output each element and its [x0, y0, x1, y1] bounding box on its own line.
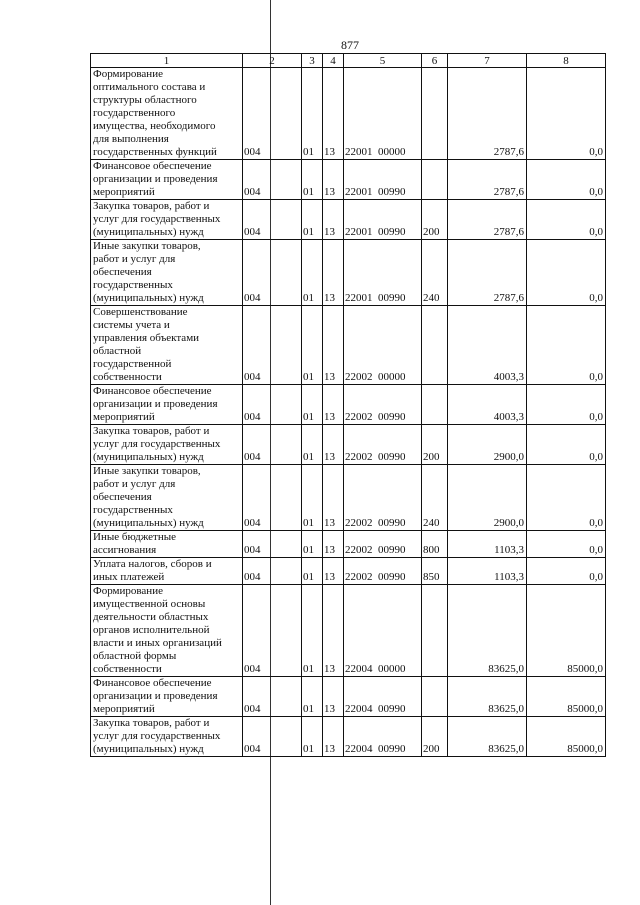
subsection-code-cell: 13 — [323, 717, 344, 757]
target-article-cell: 22002 00990 — [344, 385, 422, 425]
target-article-cell: 22002 00990 — [344, 425, 422, 465]
amount-year2-cell: 0,0 — [527, 385, 606, 425]
table-row — [91, 160, 606, 200]
subsection-code-cell: 13 — [323, 677, 344, 717]
amount-year2-cell: 85000,0 — [527, 585, 606, 677]
expense-type-cell: 240 — [422, 465, 448, 531]
amount-year1-cell: 2787,6 — [448, 240, 527, 306]
section-code-cell: 01 — [302, 160, 323, 200]
department-code-cell: 004 — [243, 677, 302, 717]
amount-year1-cell: 4003,3 — [448, 306, 527, 385]
department-code-cell: 004 — [243, 717, 302, 757]
expense-type-cell: 850 — [422, 558, 448, 585]
target-article-cell: 22004 00000 — [344, 585, 422, 677]
column-header: 2 — [243, 54, 302, 68]
amount-year2-cell: 0,0 — [527, 425, 606, 465]
row-name-cell: Финансовое обеспечение организации и проведения мероприятий — [91, 160, 243, 200]
section-code-cell: 01 — [302, 68, 323, 160]
budget-table — [90, 53, 606, 757]
row-name-cell: Совершенствование системы учета и управления объектами областной государственной собственности — [91, 306, 243, 385]
department-code-cell: 004 — [243, 425, 302, 465]
department-code-cell: 004 — [243, 306, 302, 385]
row-name-cell: Закупка товаров, работ и услуг для государственных (муниципальных) нужд — [91, 425, 243, 465]
table-row — [91, 531, 606, 558]
row-name-cell: Формирование имущественной основы деятельности областных органов исполнительной власти и иных организаций областной формы собственности — [91, 585, 243, 677]
row-name-cell: Финансовое обеспечение организации и проведения мероприятий — [91, 385, 243, 425]
expense-type-cell: 800 — [422, 531, 448, 558]
expense-type-cell — [422, 306, 448, 385]
table-row — [91, 717, 606, 757]
column-header: 4 — [323, 54, 344, 68]
department-code-cell: 004 — [243, 558, 302, 585]
table-row — [91, 385, 606, 425]
subsection-code-cell: 13 — [323, 425, 344, 465]
amount-year1-cell: 1103,3 — [448, 558, 527, 585]
section-code-cell: 01 — [302, 465, 323, 531]
expense-type-cell: 200 — [422, 200, 448, 240]
amount-year2-cell: 0,0 — [527, 531, 606, 558]
subsection-code-cell: 13 — [323, 306, 344, 385]
section-code-cell: 01 — [302, 385, 323, 425]
amount-year2-cell: 85000,0 — [527, 717, 606, 757]
column-header: 1 — [91, 54, 243, 68]
amount-year1-cell: 4003,3 — [448, 385, 527, 425]
table-header-row — [91, 54, 606, 68]
department-code-cell: 004 — [243, 240, 302, 306]
row-name-cell: Закупка товаров, работ и услуг для государственных (муниципальных) нужд — [91, 717, 243, 757]
row-name-cell: Иные закупки товаров, работ и услуг для обеспечения государственных (муниципальных) нужд — [91, 465, 243, 531]
row-name-cell: Закупка товаров, работ и услуг для государственных (муниципальных) нужд — [91, 200, 243, 240]
section-code-cell: 01 — [302, 240, 323, 306]
amount-year1-cell: 2900,0 — [448, 425, 527, 465]
amount-year2-cell: 0,0 — [527, 558, 606, 585]
expense-type-cell — [422, 160, 448, 200]
amount-year1-cell: 1103,3 — [448, 531, 527, 558]
column-header: 5 — [344, 54, 422, 68]
target-article-cell: 22002 00000 — [344, 306, 422, 385]
section-code-cell: 01 — [302, 425, 323, 465]
section-code-cell: 01 — [302, 717, 323, 757]
table-row — [91, 68, 606, 160]
expense-type-cell: 200 — [422, 717, 448, 757]
expense-type-cell — [422, 585, 448, 677]
amount-year1-cell: 83625,0 — [448, 585, 527, 677]
subsection-code-cell: 13 — [323, 585, 344, 677]
amount-year1-cell: 2787,6 — [448, 200, 527, 240]
subsection-code-cell: 13 — [323, 240, 344, 306]
row-name-cell: Формирование оптимального состава и структуры областного государственного имущества, необходимого для выполнения государственных функций — [91, 68, 243, 160]
column-header: 7 — [448, 54, 527, 68]
amount-year1-cell: 2787,6 — [448, 68, 527, 160]
table-row — [91, 200, 606, 240]
column-header: 8 — [527, 54, 606, 68]
section-code-cell: 01 — [302, 531, 323, 558]
amount-year2-cell: 0,0 — [527, 68, 606, 160]
subsection-code-cell: 13 — [323, 558, 344, 585]
amount-year2-cell: 0,0 — [527, 465, 606, 531]
target-article-cell: 22001 00000 — [344, 68, 422, 160]
table-row — [91, 558, 606, 585]
section-code-cell: 01 — [302, 306, 323, 385]
row-name-cell: Уплата налогов, сборов и иных платежей — [91, 558, 243, 585]
amount-year1-cell: 2900,0 — [448, 465, 527, 531]
amount-year2-cell: 0,0 — [527, 160, 606, 200]
target-article-cell: 22001 00990 — [344, 200, 422, 240]
target-article-cell: 22002 00990 — [344, 465, 422, 531]
target-article-cell: 22001 00990 — [344, 160, 422, 200]
expense-type-cell — [422, 385, 448, 425]
table-row — [91, 585, 606, 677]
amount-year2-cell: 85000,0 — [527, 677, 606, 717]
table-row — [91, 465, 606, 531]
column-header: 3 — [302, 54, 323, 68]
expense-type-cell: 200 — [422, 425, 448, 465]
department-code-cell: 004 — [243, 68, 302, 160]
target-article-cell: 22004 00990 — [344, 677, 422, 717]
section-code-cell: 01 — [302, 585, 323, 677]
subsection-code-cell: 13 — [323, 531, 344, 558]
amount-year1-cell: 2787,6 — [448, 160, 527, 200]
expense-type-cell: 240 — [422, 240, 448, 306]
target-article-cell: 22001 00990 — [344, 240, 422, 306]
expense-type-cell — [422, 68, 448, 160]
row-name-cell: Финансовое обеспечение организации и проведения мероприятий — [91, 677, 243, 717]
department-code-cell: 004 — [243, 585, 302, 677]
section-code-cell: 01 — [302, 558, 323, 585]
column-header: 6 — [422, 54, 448, 68]
section-code-cell: 01 — [302, 677, 323, 717]
target-article-cell: 22004 00990 — [344, 717, 422, 757]
subsection-code-cell: 13 — [323, 385, 344, 425]
department-code-cell: 004 — [243, 385, 302, 425]
expense-type-cell — [422, 677, 448, 717]
row-name-cell: Иные бюджетные ассигнования — [91, 531, 243, 558]
subsection-code-cell: 13 — [323, 68, 344, 160]
table-row — [91, 677, 606, 717]
amount-year2-cell: 0,0 — [527, 240, 606, 306]
department-code-cell: 004 — [243, 160, 302, 200]
amount-year2-cell: 0,0 — [527, 306, 606, 385]
target-article-cell: 22002 00990 — [344, 558, 422, 585]
section-code-cell: 01 — [302, 200, 323, 240]
page-number: 877 — [341, 38, 359, 52]
subsection-code-cell: 13 — [323, 160, 344, 200]
table-row — [91, 240, 606, 306]
table-row — [91, 425, 606, 465]
target-article-cell: 22002 00990 — [344, 531, 422, 558]
amount-year1-cell: 83625,0 — [448, 717, 527, 757]
subsection-code-cell: 13 — [323, 465, 344, 531]
department-code-cell: 004 — [243, 465, 302, 531]
row-name-cell: Иные закупки товаров, работ и услуг для обеспечения государственных (муниципальных) нужд — [91, 240, 243, 306]
amount-year2-cell: 0,0 — [527, 200, 606, 240]
department-code-cell: 004 — [243, 531, 302, 558]
subsection-code-cell: 13 — [323, 200, 344, 240]
amount-year1-cell: 83625,0 — [448, 677, 527, 717]
department-code-cell: 004 — [243, 200, 302, 240]
table-row — [91, 306, 606, 385]
